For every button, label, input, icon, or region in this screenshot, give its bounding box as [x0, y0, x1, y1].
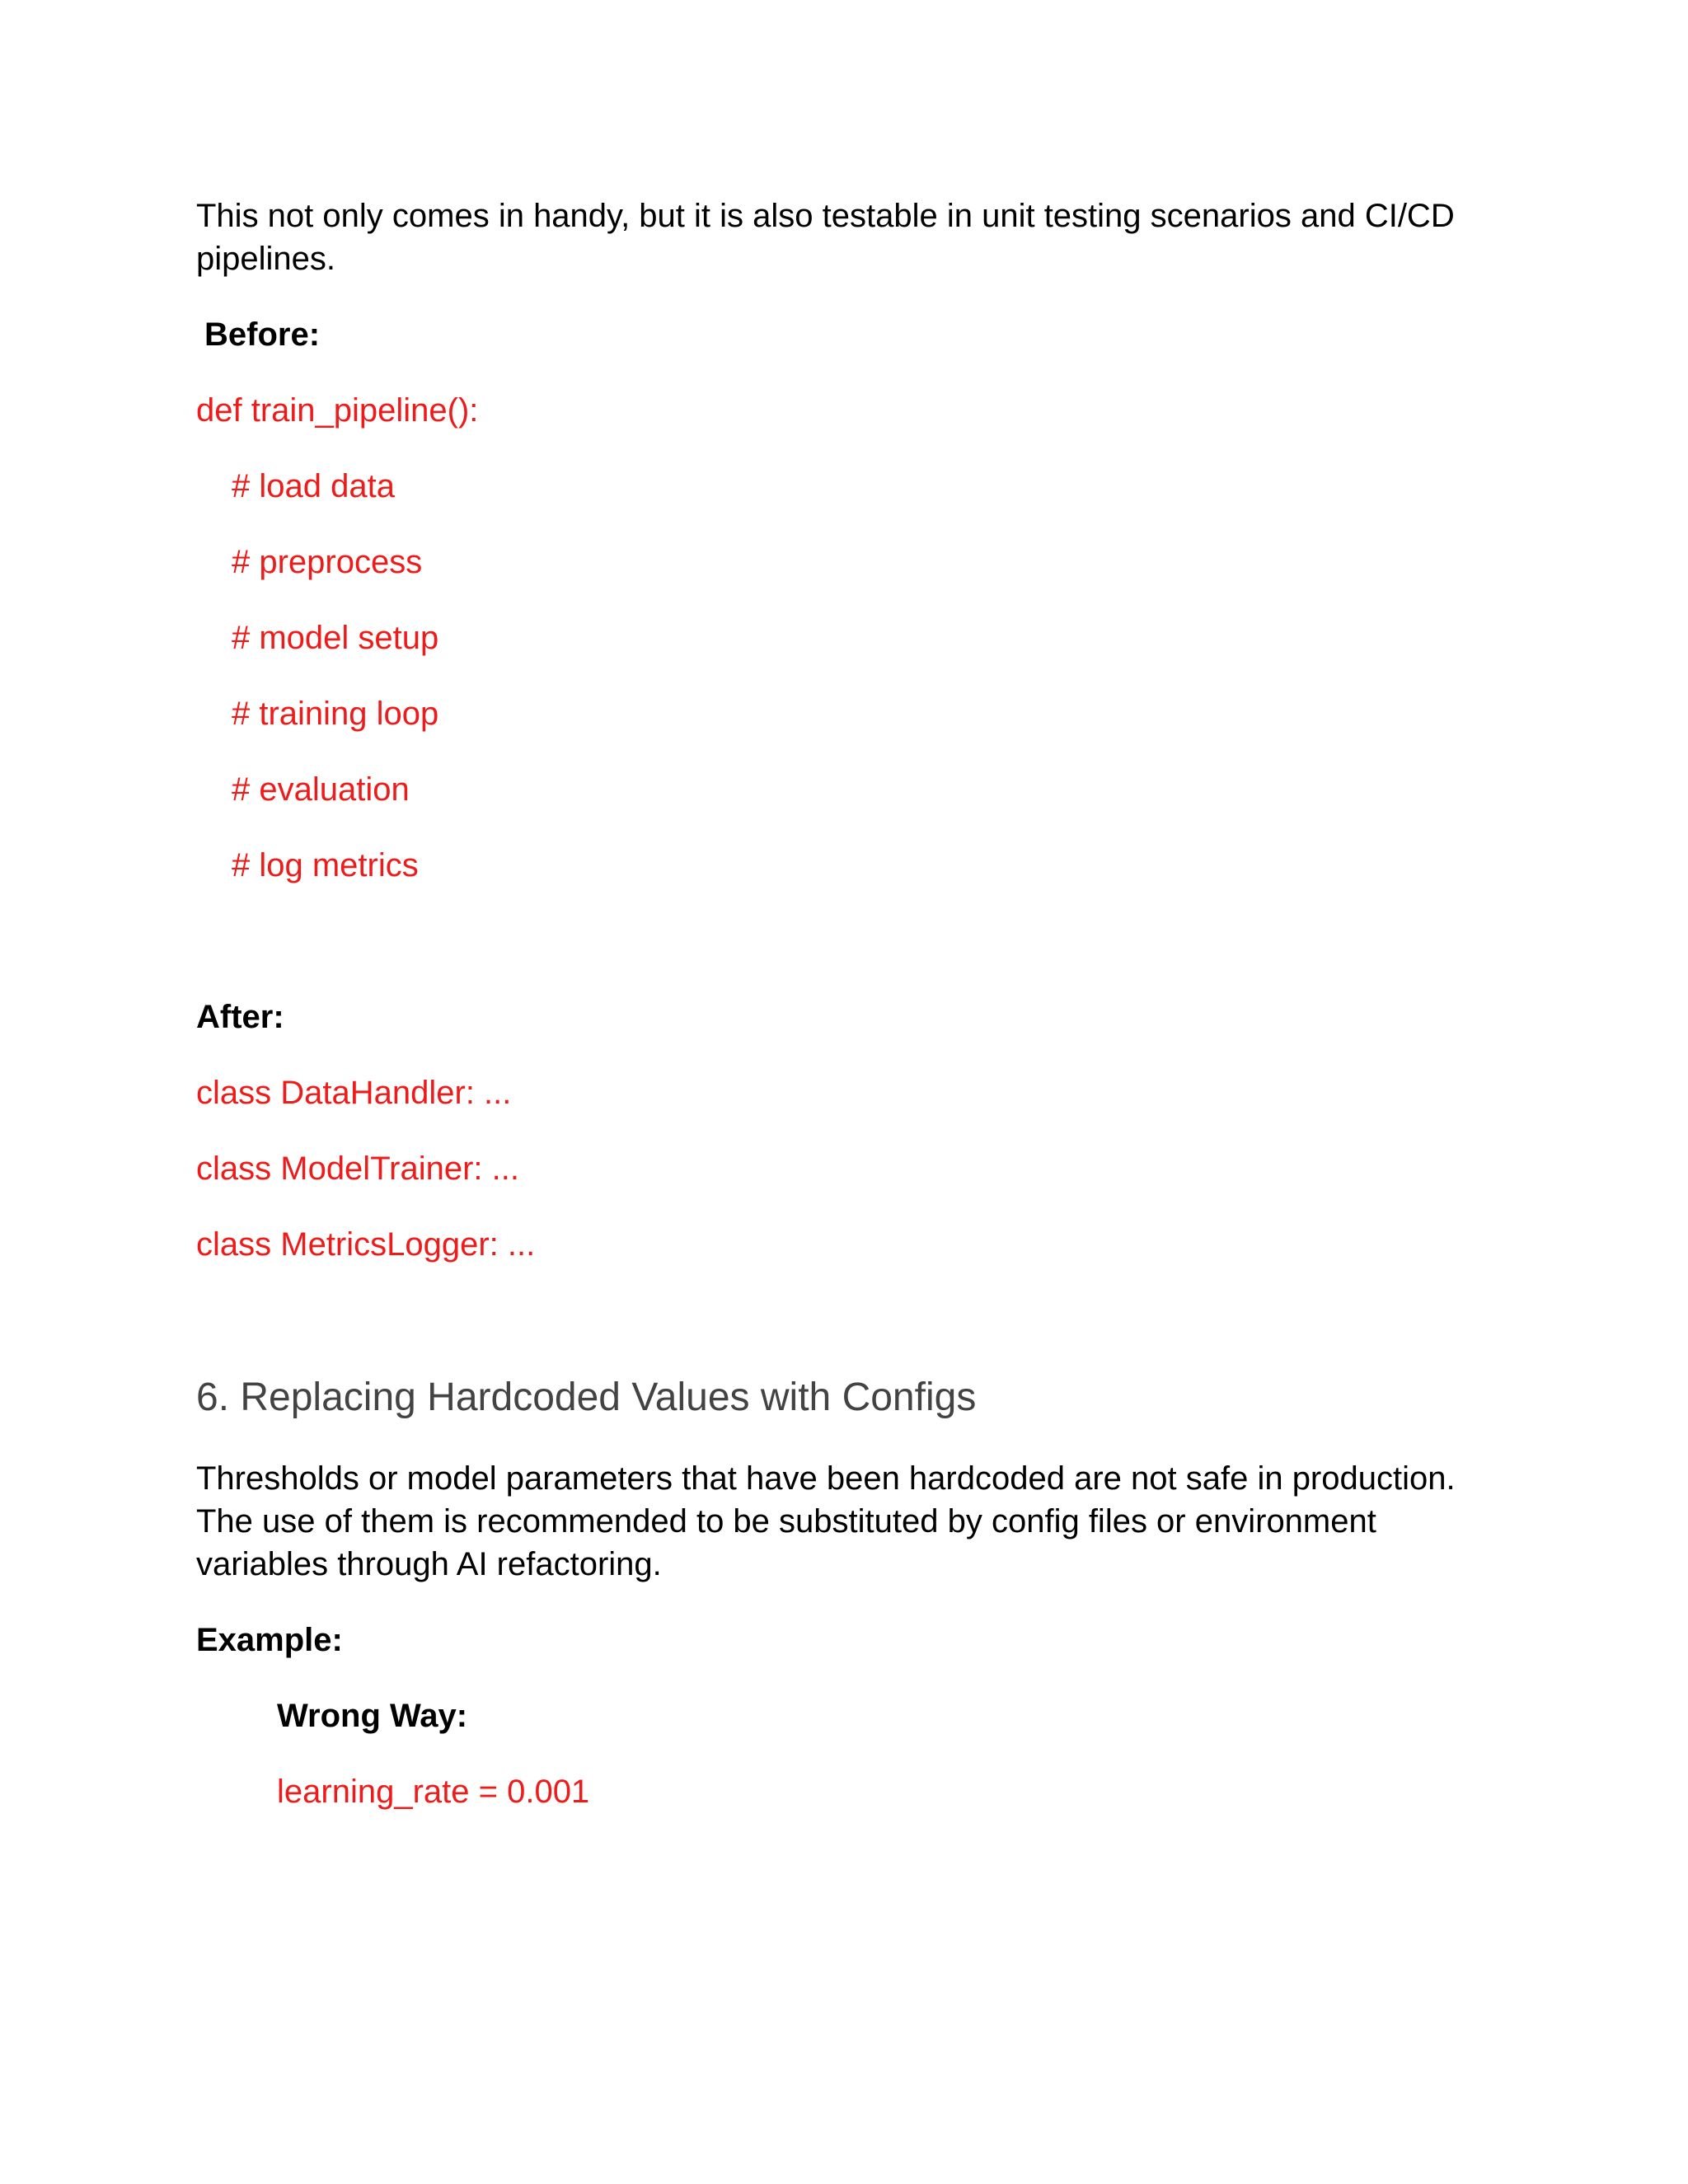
code-comment-log-metrics: # log metrics: [232, 847, 419, 883]
intro-text-line-1: This not only comes in handy, but it is also testable in unit testing scenarios and CI/CD: [196, 198, 1455, 234]
section-body-line-3: variables through AI refactoring.: [196, 1546, 662, 1582]
after-label: After:: [196, 999, 284, 1035]
section-heading: 6. Replacing Hardcoded Values with Configs: [196, 1376, 977, 1419]
before-label: Before:: [204, 316, 321, 353]
code-learning-rate: learning_rate = 0.001: [277, 1774, 590, 1810]
section-body-line-1: Thresholds or model parameters that have been hardcoded are not safe in production.: [196, 1460, 1456, 1497]
code-comment-model-setup: # model setup: [232, 620, 439, 656]
code-comment-load-data: # load data: [232, 468, 395, 504]
wrong-way-label: Wrong Way:: [277, 1698, 468, 1734]
code-comment-preprocess: # preprocess: [232, 544, 423, 580]
code-class-metricslogger: class MetricsLogger: ...: [196, 1226, 536, 1263]
example-label: Example:: [196, 1622, 343, 1658]
code-comment-training-loop: # training loop: [232, 696, 439, 732]
code-comment-evaluation: # evaluation: [232, 771, 410, 808]
code-class-modeltrainer: class ModelTrainer: ...: [196, 1151, 519, 1187]
intro-text-line-2: pipelines.: [196, 241, 336, 277]
code-line-def: def train_pipeline():: [196, 392, 479, 429]
section-body-line-2: The use of them is recommended to be substituted by config files or environment: [196, 1503, 1376, 1540]
code-class-datahandler: class DataHandler: ...: [196, 1075, 512, 1111]
